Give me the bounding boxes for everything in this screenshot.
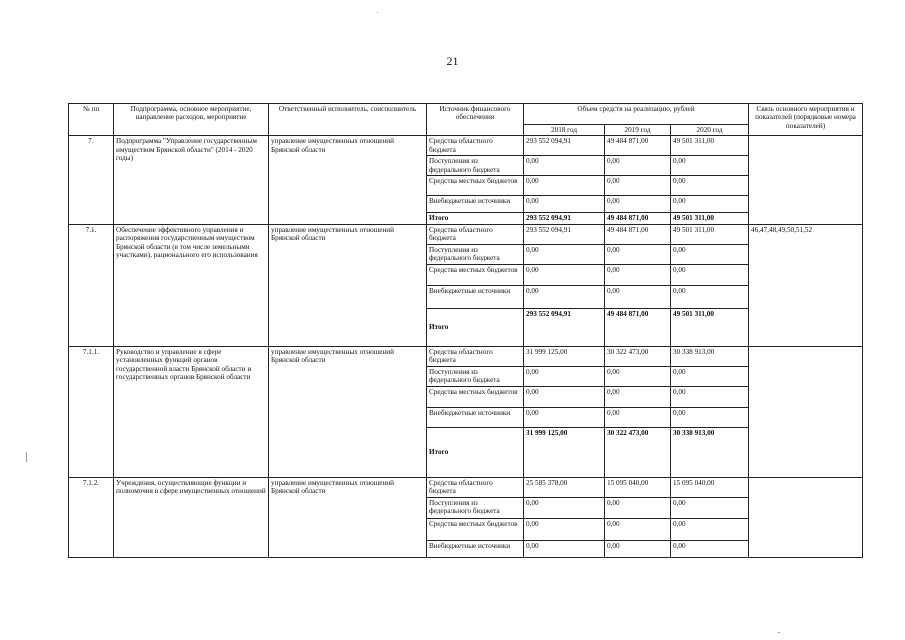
amount-2019: 15 095 040,00 bbox=[605, 477, 671, 497]
indicator-numbers bbox=[749, 136, 863, 224]
funding-source: Внебюджетные источники bbox=[427, 407, 524, 427]
indicator-numbers bbox=[749, 346, 863, 477]
amount-2018: 25 585 378,00 bbox=[524, 477, 605, 497]
amount-2018: 0,00 bbox=[524, 285, 605, 308]
funding-source: Внебюджетные источники bbox=[427, 540, 524, 557]
table-row bbox=[69, 346, 863, 366]
amount-2018: 0,00 bbox=[524, 540, 605, 557]
item-executor: управление имущественных отношений Брянской области bbox=[269, 346, 427, 477]
header-year-2018: 2018 год bbox=[524, 125, 605, 136]
amount-2019: 0,00 bbox=[605, 156, 671, 176]
item-name: Учреждения, осуществляющие функции и полномочия в сфере имущественных отношений bbox=[114, 477, 269, 557]
amount-2018: 0,00 bbox=[524, 407, 605, 427]
amount-2018: 31 999 125,00 bbox=[524, 346, 605, 366]
header-executor: Ответственный исполнитель, соисполнитель bbox=[269, 104, 427, 136]
header-no: № пп bbox=[69, 104, 114, 136]
amount-2020: 49 501 311,00 bbox=[671, 224, 749, 244]
amount-2020: 15 095 040,00 bbox=[671, 477, 749, 497]
item-name: Обеспечение эффективного управления и распоряжения государственным имуществом Брянской области (в том числе земельными участками), рационального его использования bbox=[114, 224, 269, 346]
amount-2019: 0,00 bbox=[605, 518, 671, 540]
amount-2020: 49 501 311,00 bbox=[671, 136, 749, 156]
funding-source: Внебюджетные источники bbox=[427, 196, 524, 213]
funding-source: Средства местных бюджетов bbox=[427, 518, 524, 540]
item-number: 7. bbox=[69, 136, 114, 224]
amount-2020: 0,00 bbox=[671, 540, 749, 557]
amount-2018: 0,00 bbox=[524, 518, 605, 540]
amount-2018: 0,00 bbox=[524, 244, 605, 264]
item-executor: управление имущественных отношений Брянской области bbox=[269, 136, 427, 224]
amount-2019: 0,00 bbox=[605, 196, 671, 213]
indicator-numbers: 46,47,48,49,50,51,52 bbox=[749, 224, 863, 346]
amount-2019: 0,00 bbox=[605, 285, 671, 308]
funding-source: Поступления из федерального бюджета bbox=[427, 244, 524, 264]
amount-2019: 0,00 bbox=[605, 497, 671, 518]
page-number: 21 bbox=[446, 54, 459, 68]
funding-source: Поступления из федерального бюджета bbox=[427, 156, 524, 176]
funding-source: Итого bbox=[427, 427, 524, 477]
item-name: Руководство и управление в сфере установленных функций органов государственной власти Брянской области и государственных органов Брянской области bbox=[114, 346, 269, 477]
amount-2019: 0,00 bbox=[605, 244, 671, 264]
header-year-2020: 2020 год bbox=[671, 125, 749, 136]
budget-table bbox=[68, 103, 863, 558]
funding-source: Итого bbox=[427, 213, 524, 224]
amount-2019: 0,00 bbox=[605, 386, 671, 407]
funding-source: Поступления из федерального бюджета bbox=[427, 497, 524, 518]
amount-2018: 0,00 bbox=[524, 497, 605, 518]
amount-2018: 31 999 125,00 bbox=[524, 427, 605, 477]
scan-speck bbox=[778, 632, 780, 633]
item-name: Подпрограмма "Управление государственным имуществом Брянской области" (2014 - 2020 годы) bbox=[114, 136, 269, 224]
amount-2020: 49 501 311,00 bbox=[671, 213, 749, 224]
amount-2018: 0,00 bbox=[524, 366, 605, 386]
table-body bbox=[69, 136, 863, 557]
table-row bbox=[69, 224, 863, 244]
amount-2020: 0,00 bbox=[671, 386, 749, 407]
amount-2019: 0,00 bbox=[605, 540, 671, 557]
funding-source: Средства областного бюджета bbox=[427, 477, 524, 497]
amount-2019: 49 484 871,00 bbox=[605, 308, 671, 346]
header-row bbox=[69, 104, 863, 125]
amount-2020: 49 501 311,00 bbox=[671, 308, 749, 346]
amount-2020: 0,00 bbox=[671, 366, 749, 386]
amount-2020: 30 338 913,00 bbox=[671, 346, 749, 366]
header-subprogram: Подпрограмма, основное мероприятие, направление расходов, мероприятие bbox=[114, 104, 269, 136]
table-row bbox=[69, 477, 863, 497]
funding-source: Итого bbox=[427, 308, 524, 346]
amount-2019: 30 322 473,00 bbox=[605, 346, 671, 366]
amount-2018: 0,00 bbox=[524, 176, 605, 196]
funding-source: Средства областного бюджета bbox=[427, 224, 524, 244]
funding-source: Средства местных бюджетов bbox=[427, 264, 524, 285]
item-executor: управление имущественных отношений Брянской области bbox=[269, 224, 427, 346]
amount-2019: 30 322 473,00 bbox=[605, 427, 671, 477]
header-year-2019: 2019 год bbox=[605, 125, 671, 136]
item-number: 7.1.2. bbox=[69, 477, 114, 557]
amount-2020: 0,00 bbox=[671, 244, 749, 264]
scan-speck bbox=[377, 12, 378, 13]
funding-source: Средства областного бюджета bbox=[427, 346, 524, 366]
amount-2020: 0,00 bbox=[671, 285, 749, 308]
amount-2019: 0,00 bbox=[605, 264, 671, 285]
amount-2018: 0,00 bbox=[524, 264, 605, 285]
amount-2018: 293 552 094,91 bbox=[524, 308, 605, 346]
amount-2019: 49 484 871,00 bbox=[605, 224, 671, 244]
amount-2018: 0,00 bbox=[524, 196, 605, 213]
amount-2020: 30 338 913,00 bbox=[671, 427, 749, 477]
funding-source: Средства местных бюджетов bbox=[427, 176, 524, 196]
amount-2018: 0,00 bbox=[524, 156, 605, 176]
indicator-numbers bbox=[749, 477, 863, 557]
amount-2019: 0,00 bbox=[605, 407, 671, 427]
amount-2019: 49 484 871,00 bbox=[605, 213, 671, 224]
funding-source: Поступления из федерального бюджета bbox=[427, 366, 524, 386]
item-executor: управление имущественных отношений Брянской области bbox=[269, 477, 427, 557]
amount-2020: 0,00 bbox=[671, 264, 749, 285]
funding-source: Средства местных бюджетов bbox=[427, 386, 524, 407]
amount-2020: 0,00 bbox=[671, 407, 749, 427]
item-number: 7.1. bbox=[69, 224, 114, 346]
amount-2020: 0,00 bbox=[671, 176, 749, 196]
amount-2020: 0,00 bbox=[671, 156, 749, 176]
amount-2018: 293 552 094,91 bbox=[524, 224, 605, 244]
header-link: Связь основного мероприятия и показателей (порядковые номера показателей) bbox=[749, 104, 863, 136]
item-number: 7.1.1. bbox=[69, 346, 114, 477]
amount-2020: 0,00 bbox=[671, 497, 749, 518]
amount-2019: 0,00 bbox=[605, 366, 671, 386]
amount-2020: 0,00 bbox=[671, 196, 749, 213]
amount-2019: 0,00 bbox=[605, 176, 671, 196]
funding-source: Внебюджетные источники bbox=[427, 285, 524, 308]
amount-2018: 0,00 bbox=[524, 386, 605, 407]
scan-speck bbox=[26, 452, 27, 462]
header-sources: Источник финансового обеспечения bbox=[427, 104, 524, 136]
amount-2020: 0,00 bbox=[671, 518, 749, 540]
funding-source: Средства областного бюджета bbox=[427, 136, 524, 156]
header-volume: Объем средств на реализацию, рублей bbox=[524, 104, 749, 125]
table-row bbox=[69, 136, 863, 156]
amount-2018: 293 552 094,91 bbox=[524, 136, 605, 156]
amount-2019: 49 484 871,00 bbox=[605, 136, 671, 156]
amount-2018: 293 552 094,91 bbox=[524, 213, 605, 224]
